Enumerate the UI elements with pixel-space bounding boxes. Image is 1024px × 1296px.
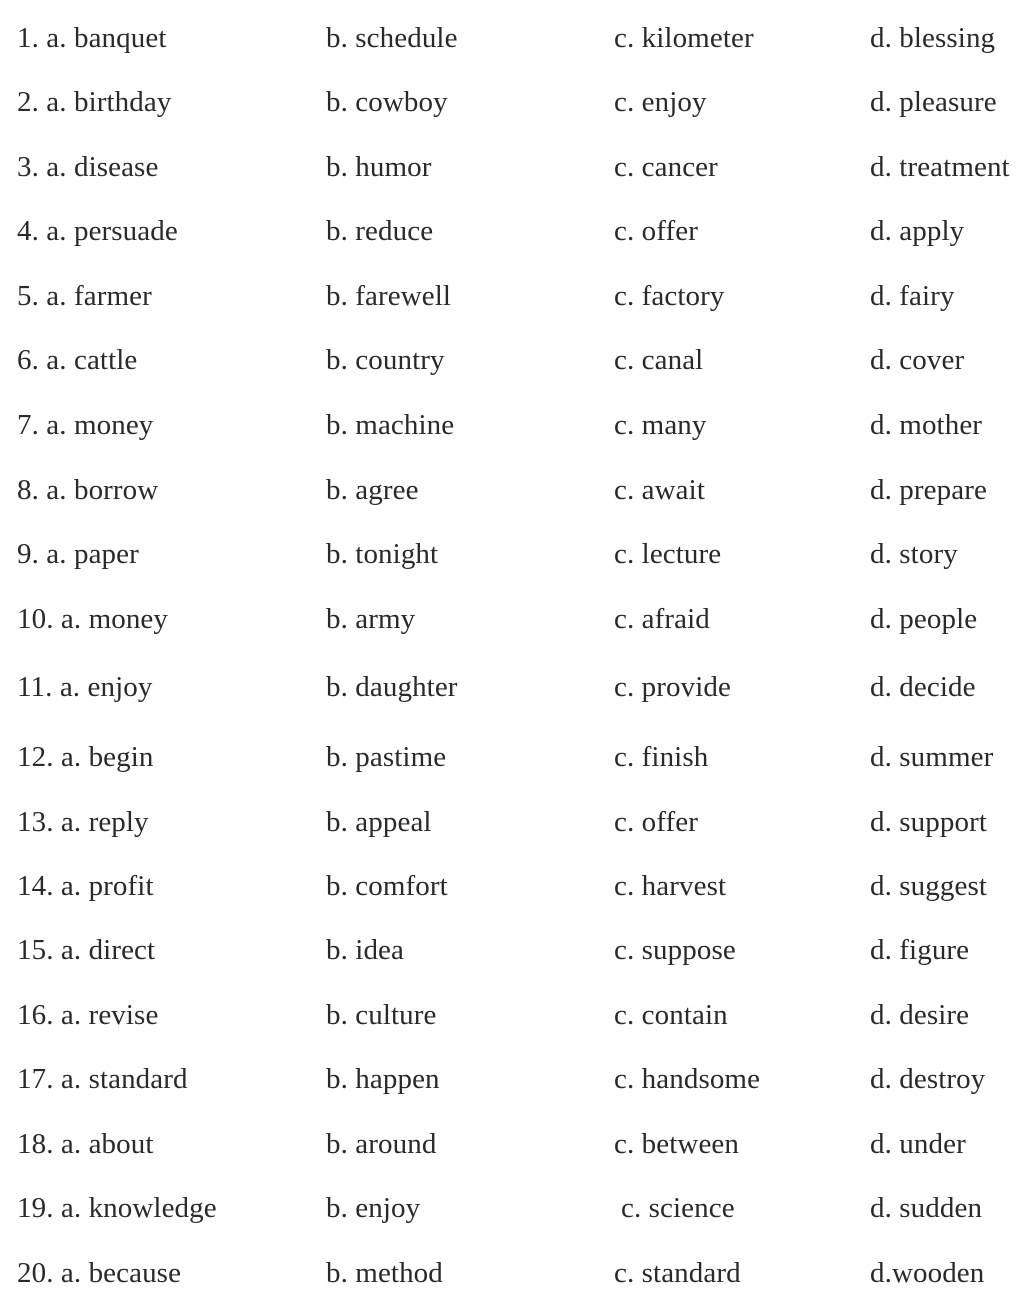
option-d: d. people [870,603,978,635]
option-c: c. harvest [614,870,727,902]
option-a: 9. a. paper [17,538,139,570]
option-c: c. kilometer [614,22,754,54]
option-a: 11. a. enjoy [17,671,153,703]
option-d: d. apply [870,215,965,247]
option-c: c. offer [614,806,698,838]
option-c: c. science [621,1192,735,1224]
option-d: d. suggest [870,870,987,902]
option-a: 8. a. borrow [17,474,159,506]
option-b: b. idea [326,934,405,966]
option-b: b. pastime [326,741,447,773]
option-c: c. finish [614,741,709,773]
option-c: c. cancer [614,151,718,183]
question-row [0,534,1024,574]
option-b: b. farewell [326,280,452,312]
option-a: 20. a. because [17,1257,182,1289]
option-c: c. many [614,409,707,441]
option-d: d. fairy [870,280,955,312]
option-d: d. desire [870,999,970,1031]
question-row [0,995,1024,1035]
option-d: d. story [870,538,958,570]
option-b: b. humor [326,151,432,183]
question-row [0,802,1024,842]
option-d: d. destroy [870,1063,986,1095]
question-row [0,405,1024,445]
option-c: c. factory [614,280,725,312]
option-a: 1. a. banquet [17,22,167,54]
option-a: 10. a. money [17,603,169,635]
question-row [0,82,1024,122]
option-a: 19. a. knowledge [17,1192,217,1224]
option-a: 4. a. persuade [17,215,178,247]
option-a: 5. a. farmer [17,280,152,312]
option-c: c. suppose [614,934,736,966]
option-b: b. daughter [326,671,458,703]
option-b: b. happen [326,1063,440,1095]
question-row [0,211,1024,251]
option-a: 6. a. cattle [17,344,138,376]
option-c: c. between [614,1128,739,1160]
option-b: b. appeal [326,806,432,838]
option-d: d. pleasure [870,86,997,118]
option-b: b. cowboy [326,86,448,118]
question-row [0,340,1024,380]
option-a: 18. a. about [17,1128,154,1160]
question-row [0,18,1024,58]
option-c: c. afraid [614,603,710,635]
option-b: b. comfort [326,870,448,902]
option-d: d. summer [870,741,994,773]
question-row [0,1124,1024,1164]
option-d: d. mother [870,409,983,441]
option-b: b. method [326,1257,443,1289]
question-row [0,1059,1024,1099]
option-d: d. figure [870,934,970,966]
question-row [0,1253,1024,1293]
question-row [0,1188,1024,1228]
option-b: b. reduce [326,215,434,247]
option-d: d. support [870,806,987,838]
option-a: 7. a. money [17,409,154,441]
option-d: d.wooden [870,1257,985,1289]
option-a: 17. a. standard [17,1063,188,1095]
option-a: 13. a. reply [17,806,149,838]
option-a: 12. a. begin [17,741,154,773]
option-c: c. canal [614,344,704,376]
question-row [0,599,1024,639]
option-b: b. machine [326,409,455,441]
option-b: b. country [326,344,445,376]
option-a: 2. a. birthday [17,86,172,118]
option-c: c. handsome [614,1063,761,1095]
option-c: c. standard [614,1257,741,1289]
option-a: 14. a. profit [17,870,154,902]
question-row [0,470,1024,510]
option-a: 16. a. revise [17,999,159,1031]
question-row [0,276,1024,316]
option-c: c. await [614,474,705,506]
question-row [0,667,1024,707]
option-b: b. army [326,603,416,635]
option-a: 15. a. direct [17,934,156,966]
option-c: c. enjoy [614,86,707,118]
option-b: b. enjoy [326,1192,421,1224]
option-a: 3. a. disease [17,151,159,183]
option-c: c. offer [614,215,698,247]
option-d: d. decide [870,671,976,703]
option-d: d. cover [870,344,965,376]
question-row [0,930,1024,970]
option-b: b. agree [326,474,419,506]
option-b: b. culture [326,999,437,1031]
option-c: c. contain [614,999,728,1031]
option-c: c. provide [614,671,731,703]
option-b: b. tonight [326,538,439,570]
option-d: d. prepare [870,474,987,506]
option-b: b. around [326,1128,437,1160]
option-c: c. lecture [614,538,722,570]
question-row [0,147,1024,187]
question-row [0,866,1024,906]
option-d: d. blessing [870,22,996,54]
option-d: d. under [870,1128,966,1160]
question-row [0,737,1024,777]
option-d: d. treatment [870,151,1010,183]
option-b: b. schedule [326,22,458,54]
option-d: d. sudden [870,1192,983,1224]
